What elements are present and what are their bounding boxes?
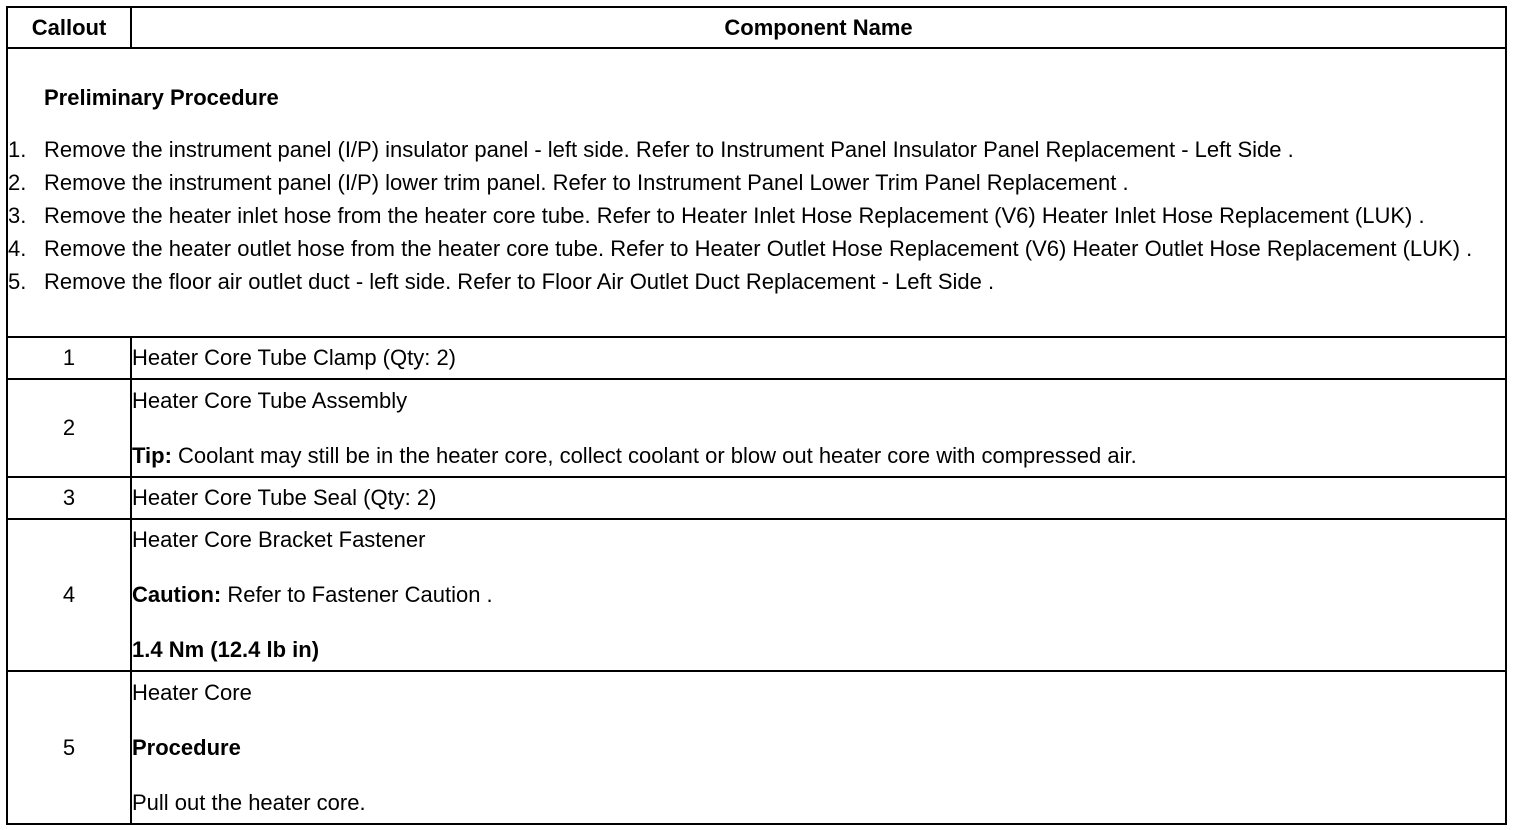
procedure-heading: Procedure bbox=[132, 734, 241, 760]
procedure-text: Pull out the heater core. bbox=[132, 789, 366, 815]
step-number: 3. bbox=[8, 203, 27, 228]
step-text: Remove the heater inlet hose from the heater core tube. Refer to Heater Inlet Hose Replacement (V6) Heater Inlet Hose Replacement (LUK) . bbox=[44, 203, 1425, 228]
preliminary-title: Preliminary Procedure bbox=[44, 85, 279, 110]
table-row bbox=[7, 671, 1506, 824]
table-row bbox=[7, 337, 1506, 379]
step-text: Remove the instrument panel (I/P) insulator panel - left side. Refer to Instrument Panel Insulator Panel Replacement - Left Side . bbox=[44, 137, 1294, 162]
caution-label: Caution: bbox=[132, 582, 222, 607]
callout-number: 2 bbox=[7, 379, 131, 477]
table-header-row bbox=[7, 7, 1506, 48]
step-item bbox=[8, 267, 1505, 297]
callout-number: 1 bbox=[7, 337, 131, 379]
component-cell bbox=[131, 671, 1506, 824]
step-number: 1. bbox=[8, 137, 27, 162]
table-row bbox=[7, 519, 1506, 671]
torque-spec: 1.4 Nm (12.4 lb in) bbox=[132, 637, 320, 662]
component-name: Heater Core Tube Seal (Qty: 2) bbox=[131, 477, 1506, 519]
preliminary-steps bbox=[8, 135, 1505, 297]
tip-label: Tip: bbox=[132, 442, 172, 468]
step-number: 5. bbox=[8, 269, 27, 294]
tip-note bbox=[132, 443, 1505, 469]
step-number: 2. bbox=[8, 170, 27, 195]
tip-text: Coolant may still be in the heater core, collect coolant or blow out heater core with compressed air. bbox=[171, 442, 1137, 468]
caution-note bbox=[132, 582, 1505, 608]
callout-number: 5 bbox=[7, 671, 131, 824]
procedure-table bbox=[6, 6, 1507, 825]
callout-number: 4 bbox=[7, 519, 131, 671]
component-name: Heater Core Tube Clamp (Qty: 2) bbox=[131, 337, 1506, 379]
callout-header: Callout bbox=[7, 7, 131, 48]
component-name: Heater Core Bracket Fastener bbox=[132, 527, 426, 552]
step-text: Remove the heater outlet hose from the heater core tube. Refer to Heater Outlet Hose Replacement (V6) Heater Outlet Hose Replacement (LUK) . bbox=[44, 236, 1473, 261]
component-name: Heater Core bbox=[132, 679, 252, 705]
step-item bbox=[8, 135, 1505, 165]
preliminary-row bbox=[7, 48, 1506, 337]
step-text: Remove the instrument panel (I/P) lower trim panel. Refer to Instrument Panel Lower Trim Panel Replacement . bbox=[44, 170, 1129, 195]
step-number: 4. bbox=[8, 236, 27, 261]
caution-text: Refer to Fastener Caution . bbox=[221, 582, 493, 607]
step-text: Remove the floor air outlet duct - left side. Refer to Floor Air Outlet Duct Replacement - Left Side . bbox=[44, 269, 995, 294]
step-item bbox=[8, 234, 1505, 264]
component-name-header: Component Name bbox=[131, 7, 1506, 48]
step-item bbox=[8, 168, 1505, 198]
component-name: Heater Core Tube Assembly bbox=[132, 387, 408, 413]
preliminary-procedure bbox=[7, 48, 1506, 337]
table-row bbox=[7, 477, 1506, 519]
step-item bbox=[8, 201, 1505, 231]
component-cell bbox=[131, 519, 1506, 671]
component-cell bbox=[131, 379, 1506, 477]
table-row bbox=[7, 379, 1506, 477]
callout-number: 3 bbox=[7, 477, 131, 519]
